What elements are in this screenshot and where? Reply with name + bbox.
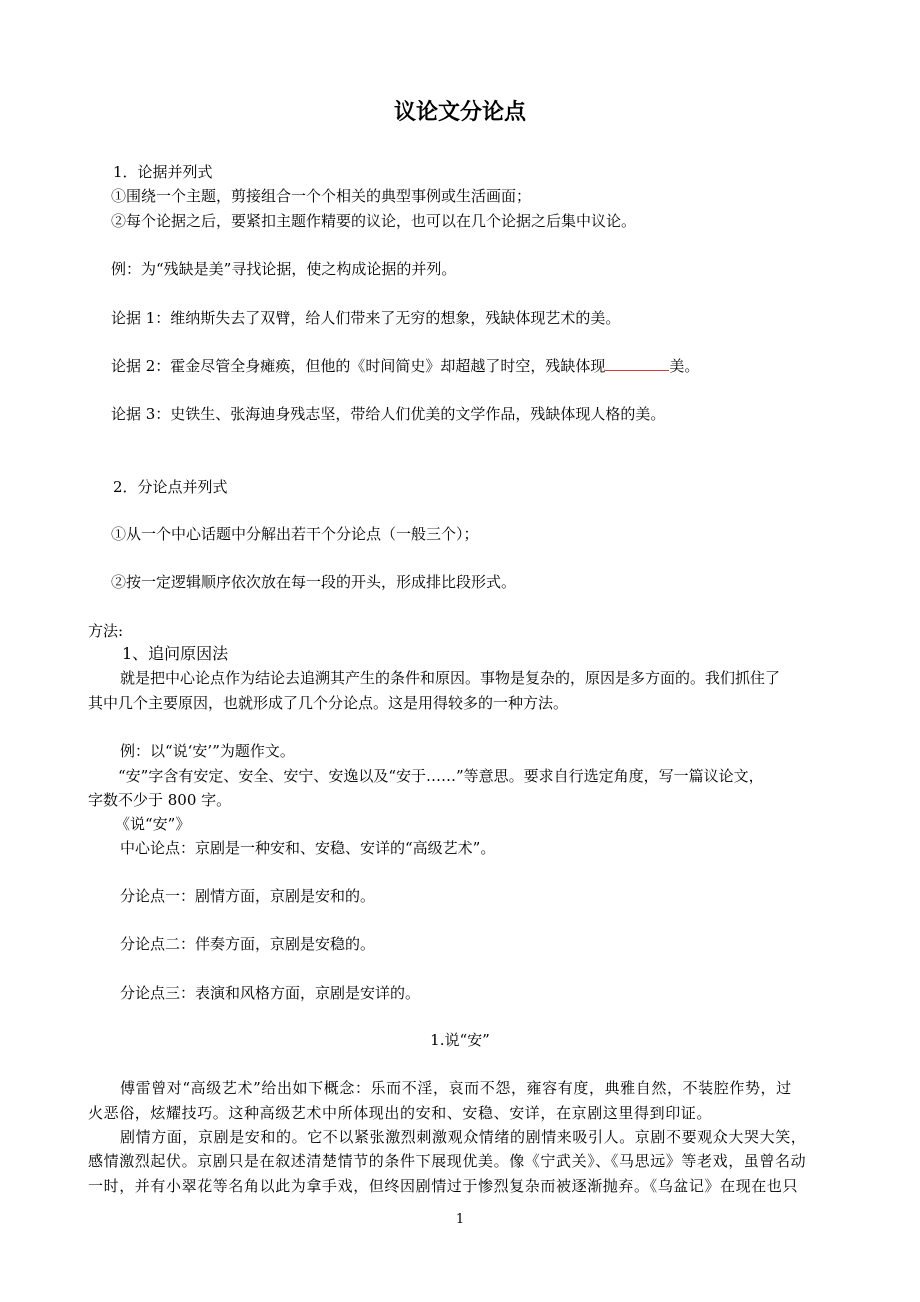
sub-point-2: 分论点二：伴奏方面，京剧是安稳的。 — [120, 935, 376, 953]
page-number: 1 — [455, 1212, 465, 1227]
argument-1: 论据 1：维纳斯失去了双臂，给人们带来了无穷的想象，残缺体现艺术的美。 — [111, 309, 621, 327]
section-2-line-2: ②按一定逻辑顺序依次放在每一段的开头，形成排比段形式。 — [111, 573, 517, 591]
method-example-line-1: “安”字含有安定、安全、安宁、安逸以及“安于……”等意思。要求自行选定角度，写一篇议论文， — [118, 767, 764, 785]
section-1-line-1: ①围绕一个主题，剪接组合一个个相关的典型事例或生活画面； — [111, 187, 532, 205]
section-1-line-2: ②每个论据之后，要紧扣主题作精要的议论，也可以在几个论据之后集中议论。 — [111, 212, 637, 230]
argument-2-end: 美。 — [669, 357, 700, 375]
section-1-example: 例：为“残缺是美”寻找论据，使之构成论据的并列。 — [111, 260, 457, 278]
method-example-line-2: 字数不少于 800 字。 — [88, 791, 232, 809]
section-2-line-1: ①从一个中心话题中分解出若干个分论点（一般三个）； — [111, 525, 479, 543]
essay-paragraph-2-line-3: 一时，并有小翠花等名角以此为拿手戏，但终因剧情过于惨烈复杂而被逐渐抛弃。《乌盆记》在现在也只 — [88, 1177, 799, 1195]
method-label: 方法: — [88, 622, 124, 640]
method-paragraph-line-1: 就是把中心论点作为结论去追溯其产生的条件和原因。事物是复杂的，原因是多方面的。我们抓住了 — [120, 669, 781, 687]
essay-paragraph-1-line-2: 火恶俗，炫耀技巧。这种高级艺术中所体现出的安和、安稳、安详，在京剧这里得到印证。 — [88, 1104, 713, 1122]
central-thesis: 中心论点：京剧是一种安和、安稳、安详的“高级艺术”。 — [120, 839, 496, 857]
argument-3: 论据 3：史铁生、张海迪身残志坚，带给人们优美的文学作品，残缺体现人格的美。 — [111, 405, 666, 423]
fill-in-blank — [605, 358, 669, 371]
sub-point-1: 分论点一：剧情方面，京剧是安和的。 — [120, 887, 376, 905]
argument-2 — [111, 356, 699, 376]
essay-section-heading: 1.说“安” — [430, 1031, 490, 1049]
method-paragraph-line-2: 其中几个主要原因，也就形成了几个分论点。这是用得较多的一种方法。 — [88, 694, 569, 712]
essay-paragraph-2-line-1: 剧情方面，京剧是安和的。它不以紧张激烈刺激观众情绪的剧情来吸引人。京剧不要观众大哭大笑， — [120, 1128, 807, 1146]
method-subheading: 1、追问原因法 — [122, 644, 229, 663]
essay-paragraph-2-line-2: 感情激烈起伏。京剧只是在叙述清楚情节的条件下展现优美。像《宁武关》、《马思远》等老戏，虽曾名动 — [88, 1152, 807, 1170]
section-1-heading: 1．论据并列式 — [113, 163, 213, 181]
argument-2-text: 论据 2：霍金尽管全身瘫痪，但他的《时间简史》却超越了时空，残缺体现 — [111, 357, 606, 375]
essay-title: 《说“安”》 — [115, 815, 191, 833]
essay-paragraph-1-line-1: 傅雷曾对“高级艺术”给出如下概念：乐而不淫，哀而不怨，雍容有度，典雅自然，不装腔作势，过 — [120, 1079, 792, 1097]
sub-point-3: 分论点三：表演和风格方面，京剧是安详的。 — [120, 984, 421, 1002]
method-example: 例：以“说‘安’”为题作文。 — [120, 742, 295, 760]
document-title: 议论文分论点 — [393, 99, 526, 125]
section-2-heading: 2．分论点并列式 — [113, 478, 228, 496]
